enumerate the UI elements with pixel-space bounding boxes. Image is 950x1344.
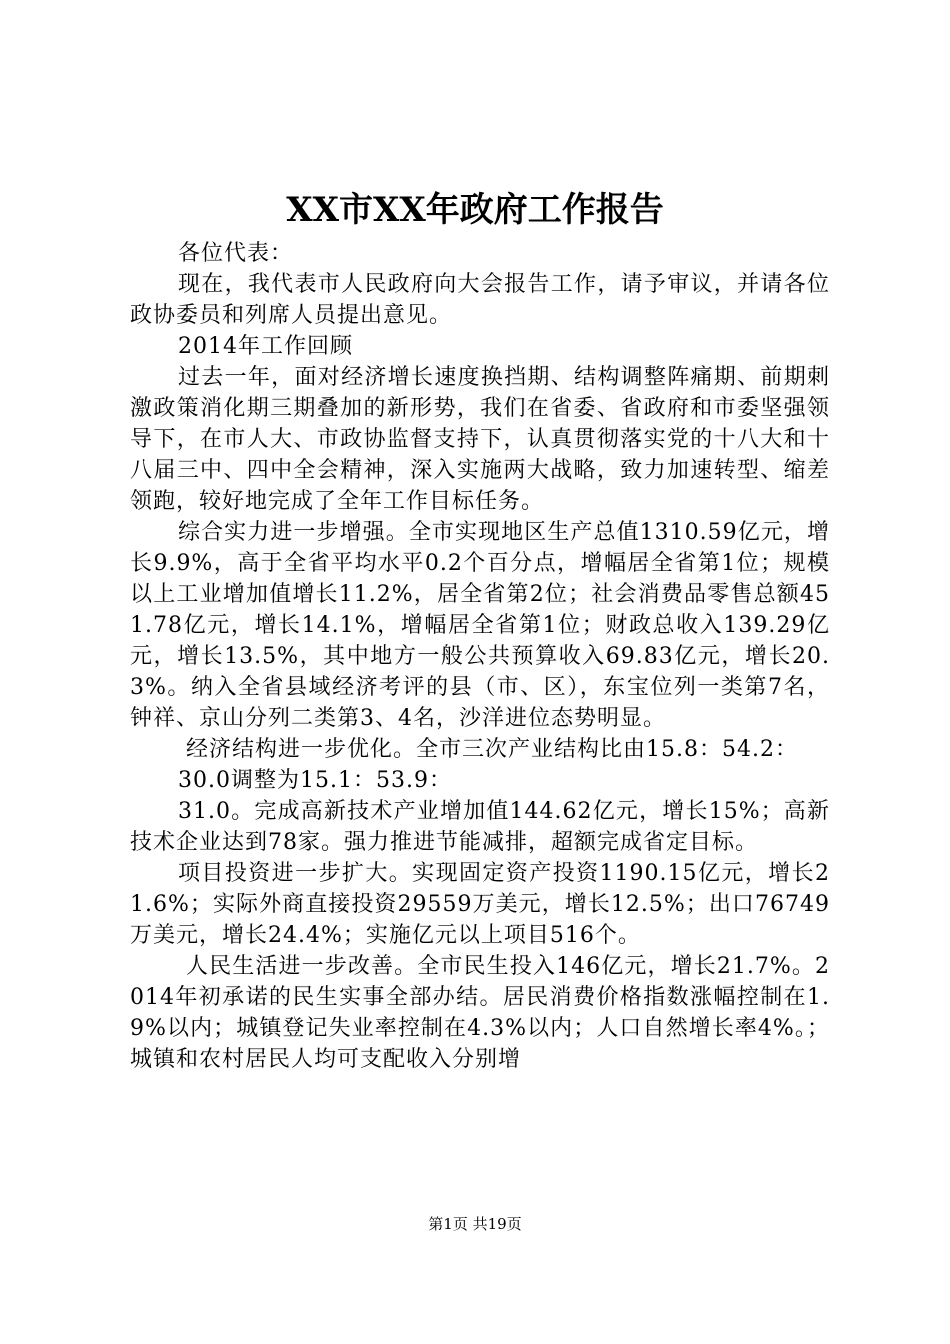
salutation-paragraph: 各位代表： (178, 241, 294, 266)
livelihood-paragraph: 人民生活进一步改善。全市民生投入146亿元，增长21.7%。2014年初承诺的民生实事全部办结。居民消费价格指数涨幅控制在1.9%以内；城镇登记失业率控制在4.3%以内；人口自然增长率4%。；城镇和农村居民人均可支配收入分别增 (130, 954, 830, 1072)
intro-paragraph: 现在，我代表市人民政府向大会报告工作，请予审议，并请各位政协委员和列席人员提出意见。 (130, 272, 830, 328)
document-body (130, 238, 830, 1075)
investment-paragraph: 项目投资进一步扩大。实现固定资产投资1190.15亿元，增长21.6%；实际外商直接投资29559万美元，增长12.5%；出口76749万美元，增长24.4%；实施亿元以上项目516个。 (130, 861, 830, 948)
page-footer: 第1页 共19页 (428, 1215, 522, 1233)
hightech-paragraph: 31.0。完成高新技术产业增加值144.62亿元，增长15%；高新技术企业达到78家。强力推进节能减排，超额完成省定目标。 (130, 799, 830, 855)
document-title: XX市XX年政府工作报告 (286, 190, 664, 230)
section-heading: 2014年工作回顾 (178, 334, 353, 359)
structure-paragraph: 经济结构进一步优化。全市三次产业结构比由15.8：54.2： (186, 737, 798, 762)
review-paragraph: 过去一年，面对经济增长速度换挡期、结构调整阵痛期、前期刺激政策消化期三期叠加的新形势，我们在省委、省政府和市委坚强领导下，在市人大、市政协监督支持下，认真贯彻落实党的十八大和十八届三中、四中全会精神，深入实施两大战略，致力加速转型、缩差领跑，较好地完成了全年工作目标任务。 (130, 365, 830, 514)
strength-paragraph: 综合实力进一步增强。全市实现地区生产总值1310.59亿元，增长9.9%，高于全省平均水平0.2个百分点，增幅居全省第1位；规模以上工业增加值增长11.2%，居全省第2位；社会消费品零售总额451.78亿元，增长14.1%，增幅居全省第1位；财政总收入139.29亿元，增长13.5%，其中地方一般公共预算收入69.83亿元，增长20.3%。纳入全省县域经济考评的县（市、区），东宝位列一类第7名，钟祥、京山分列二类第3、4名，沙洋进位态势明显。 (130, 520, 830, 731)
structure-continued-paragraph: 30.0调整为15.1：53.9： (178, 768, 452, 793)
